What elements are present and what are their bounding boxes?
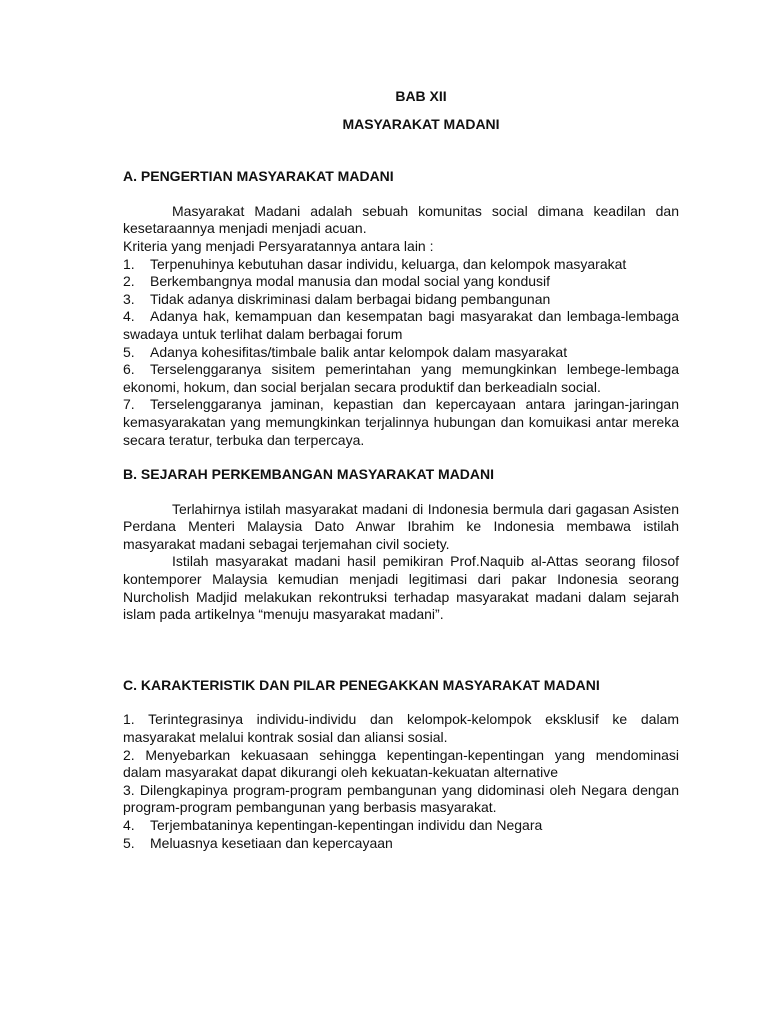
section-c-heading: C. KARAKTERISTIK DAN PILAR PENEGAKKAN MASYARAKAT MADANI: [123, 676, 600, 693]
section-a-heading: A. PENGERTIAN MASYARAKAT MADANI: [123, 168, 394, 185]
list-item: 1. Terpenuhinya kebutuhan dasar individu, keluarga, dan kelompok masyarakat: [123, 255, 627, 272]
list-item: 7. Terselenggaranya jaminan, kepastian dan kepercayaan antara jaringan-jaringan kemasyarakatan yang memungkinkan terjalinnya hubungan dan komuikasi antar mereka secara teratur, terbuka dan terpercaya.: [123, 396, 679, 448]
list-item: 3. Dilengkapinya program-program pembangunan yang didominasi oleh Negara dengan program-program pembangunan yang berbasis masyarakat.: [123, 781, 679, 816]
chapter-number: BAB XII: [395, 88, 447, 104]
list-item: 5. Adanya kohesifitas/timbale balik antar kelompok dalam masyarakat: [123, 343, 568, 360]
list-item: 2. Menyebarkan kekuasaan sehingga kepentingan-kepentingan yang mendominasi dalam masyarakat dapat dikurangi oleh kekuatan-kekuatan alternative: [123, 746, 679, 781]
list-item: 6. Terselenggaranya sisitem pemerintahan yang memungkinkan lembege-lembaga ekonomi, hokum, dan social berjalan secara produktif dan berkeadialn social.: [123, 361, 679, 395]
list-item: 4. Adanya hak, kemampuan dan kesempatan bagi masyarakat dan lembaga-lembaga swadaya untuk terlihat dalam berbagai forum: [123, 308, 679, 342]
section-c-list: [123, 711, 679, 852]
list-item: 3. Tidak adanya diskriminasi dalam berbagai bidang pembangunan: [123, 290, 551, 307]
section-b-paragraph-2: Istilah masyarakat madani hasil pemikiran Prof.Naquib al-Attas seorang filosof kontemporer Malaysia kemudian menjadi legitimasi dari pakar Indonesia seorang Nurcholish Madjid melakukan rekontruksi terhadap masyarakat madani dalam sejarah islam pada artikelnya “menuju masyarakat madani”.: [123, 553, 679, 623]
section-a-criteria-lead: Kriteria yang menjadi Persyaratannya antara lain :: [123, 237, 434, 254]
list-item: 1. Terintegrasinya individu-individu dan kelompok-kelompok eksklusif ke dalam masyarakat melalui kontrak sosial dan aliansi sosial.: [123, 711, 680, 746]
list-item: 2. Berkembangnya modal manusia dan modal social yang kondusif: [123, 273, 551, 290]
document-page: [123, 88, 679, 852]
section-a-intro: Masyarakat Madani adalah sebuah komunitas social dimana keadilan dan kesetaraannya menjadi menjadi acuan.: [123, 202, 679, 237]
list-item: 5. Meluasnya kesetiaan dan kepercayaan: [123, 834, 393, 851]
section-a-criteria-list: [123, 256, 679, 450]
chapter-title: MASYARAKAT MADANI: [342, 115, 500, 132]
section-b-paragraph-1: Terlahirnya istilah masyarakat madani di Indonesia bermula dari gagasan Asisten Perdana Menteri Malaysia Dato Anwar Ibrahim ke Indonesia membawa istilah masyarakat madani sebagai terjemahan civil society.: [123, 500, 679, 552]
list-item: 4. Terjembataninya kepentingan-kepentingan individu dan Negara: [123, 817, 543, 833]
section-b-heading: B. SEJARAH PERKEMBANGAN MASYARAKAT MADANI: [123, 466, 495, 483]
